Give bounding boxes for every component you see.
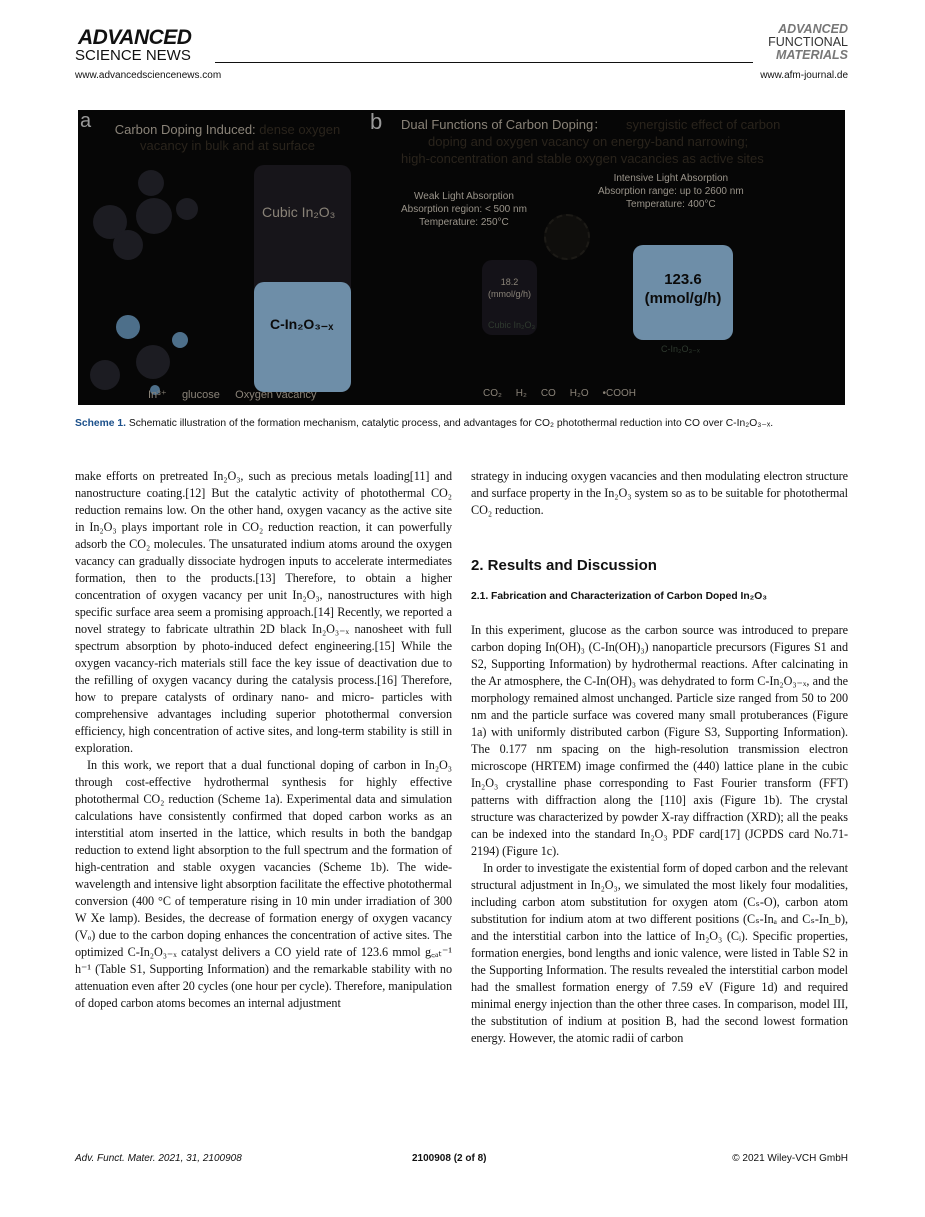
footer-page: 2100908 (2 of 8) (412, 1153, 487, 1164)
journal-logo: ADVANCED FUNCTIONAL MATERIALS (768, 22, 848, 62)
weak-absorption-note: Weak Light Absorption Absorption region: < 500 nm Temperature: 250°C (401, 191, 527, 228)
right-column-top (471, 468, 848, 519)
legend-b: CO₂ H₂ CO H₂O •COOH (483, 388, 637, 399)
journal-url[interactable]: www.afm-journal.de (760, 70, 848, 81)
paragraph: strategy in inducing oxygen vacancies and then modulating electron structure and surface property in the In₂O₃ system so as to be suitable for photothermal CO₂ reduction. (471, 469, 848, 517)
scheme-1-figure (78, 110, 845, 405)
caption-label: Scheme 1. (75, 418, 126, 429)
paragraph: In this work, we report that a dual functional doping of carbon in In₂O₃ through cost-effective hydrothermal synthesis for highly effective photothermal CO₂ reduction (Scheme 1a). Experimental data and simulation calculations have consistently confirmed that doped carbon works as an interstitial atom inserted in the lattice, which results in both the bandgap reduction to extend light absorption to the full spectrum and the formation of high-centration and stable oxygen vacancies (Scheme 1b). The wide-wavelength and intensive light absorption facilitate the effective photothermal conversion (400 °C of temperature rising in 10 min under irradiation of 300 W Xe lamp). Besides, the decrease of formation energy of oxygen vacancy (Vₒ) due to the carbon doping enhances the concentration of active sites. The optimized C-In₂O₃₋ₓ catalyst delivers a CO yield rate of 123.6 mmol g꜀ₐₜ⁻¹ h⁻¹ (Table S1, Supporting Information) and the remarkable stability with no attenuation even after 20 cycles (one hour per cycle). Therefore, manipulation of doped carbon atoms becomes an internal adjustment (75, 758, 452, 1010)
paragraph: make efforts on pretreated In₂O₃, such as precious metals loading[11] and nanostructure coating.[12] But the catalytic activity of photothermal CO₂ reduction remains low. On the other hand, oxygen vacancy as the active site in In₂O₃ plays important role in CO₂ reduction reaction, it can powerfully adsorb the CO₂ molecules. The unsaturated indium atoms around the oxygen vacancy can gradually dissociate hydrogen inputs to accelerate intermediates formation, then to the products.[13] Therefore, to obtain a higher concentration of oxygen vacancy per unit In₂O₃, nanostructures with high specific surface area seem a promising approach.[14] Recently, we reported a novel strategy to fabricate ultrathin 2D black In₂O₃₋ₓ nanosheet with full spectrum absorption by photo-induced defect engineering.[15] While the oxygen vacancy-rich materials still face the key issue of deactivation due to the refilling of oxygen vacancy during the catalysis process.[16] Therefore, how to prepare catalysts of ordinary nano- and micro- particles with comprehensive advantages including superior photothermal conversion efficiency, high concentration of active sites, and long-term stability is still in exploration. (75, 469, 452, 755)
sun-icon (544, 214, 590, 260)
left-column (75, 468, 452, 1012)
cubic-label: Cubic In₂O₃ (262, 204, 336, 220)
intense-absorption-note: Intensive Light Absorption Absorption range: up to 2600 nm Temperature: 400°C (598, 173, 744, 210)
publisher-logo-sub: SCIENCE NEWS (75, 47, 191, 64)
panel-b-subtitle-2: doping and oxygen vacancy on energy-band narrowing; (428, 134, 749, 149)
panel-b-title: Dual Functions of Carbon Doping： (401, 117, 607, 132)
legend-a: In³⁺ glucose Oxygen vacancy (148, 389, 317, 401)
scheme-caption (75, 416, 848, 431)
publisher-logo: ADVANCED (78, 26, 192, 49)
panel-a-title: Carbon Doping Induced: (114, 122, 256, 137)
paragraph: In order to investigate the existential form of doped carbon and the relevant structural adjustment in In₂O₃, we simulated the most likely four modalities, including carbon atom substitution for oxygen atom (Cₛ-O), carbon atom substitution for indium atom at two different positions (Cₛ-Inₐ and Cₛ-In_b), and the interstitial carbon into the lattice of In₂O₃ (Cᵢ). Specific properties, formation energies, bond lengths and ionic valence, were listed in Table S2 in the Supporting Information. The results revealed the interstitial carbon model had the smallest formation energy of 7.59 eV (Figure 1d) and required minimal energy injection than the other three cases. In comparison, model III, the substitution of indium at position B, had the second lowest formation energy. However, the atomic radii of carbon (471, 861, 848, 1045)
c-in2o3-yield: 123.6 (mmol/g/h) (644, 271, 722, 307)
panel-a-subtitle: dense oxygen vacancy in bulk and at surface (140, 122, 341, 153)
header-rule (215, 62, 753, 63)
footer-citation: Adv. Funct. Mater. 2021, 31, 2100908 (75, 1153, 242, 1164)
subsection-heading: 2.1. Fabrication and Characterization of Carbon Doped In₂O₃ (471, 591, 767, 602)
panel-a-label: a (80, 110, 92, 132)
pan-left-label: Cubic In₂O₃ (488, 320, 536, 330)
panel-a-heading (100, 122, 355, 154)
panel-b-subtitle-1: synergistic effect of carbon (626, 117, 781, 132)
panel-b-subtitle-3: high-concentration and stable oxygen vacancies as active sites (401, 151, 764, 166)
caption-text: Schematic illustration of the formation mechanism, catalytic process, and advantages for CO₂ photothermal reduction into CO over C-In₂O₃₋ₓ. (128, 418, 774, 429)
section-heading: 2. Results and Discussion (471, 557, 657, 574)
c-in2o3-block (254, 282, 351, 392)
footer-copyright: © 2021 Wiley-VCH GmbH (732, 1153, 848, 1164)
panel-b-label: b (370, 110, 383, 134)
paragraph: In this experiment, glucose as the carbon source was introduced to prepare carbon doping In(OH)₃ (C-In(OH)₃) nanoparticle precursors (Figures S1 and S2, Supporting Information) by hydrothermal reactions. After calcinating in the Ar atmosphere, the C-In(OH)₃ was dehydrated to form C-In₂O₃₋ₓ, and the morphology remained almost unchanged. Particle size ranged from 50 to 200 nm and the particle surface was covered many small protuberances (Figure 1a) with uniformly distributed carbon (Figure S3, Supporting Information). The 0.177 nm spacing on the high-resolution transmission electron microscope (HRTEM) image confirmed the (440) lattice plane in the cubic In₂O₃ crystalline phase corresponding to Fast Fourier transform (FFT) patterns with diffraction along the [110] axis (Figure 1b). The crystal structure was characterized by powder X-ray diffraction (XRD); all the peaks can be indexed into the standard In₂O₃ PDF card[17] (JCPDS card No.71-2194) (Figure 1c). (471, 623, 848, 858)
right-column (471, 622, 848, 1047)
publisher-url[interactable]: www.advancedsciencenews.com (75, 70, 222, 81)
c-in2o3-label: C-In₂O₃₋ₓ (270, 316, 334, 332)
cubic-yield: 18.2 (mmol/g/h) (488, 277, 532, 299)
pan-right-label: C-In₂O₃₋ₓ (661, 344, 700, 354)
page-header (75, 22, 848, 90)
